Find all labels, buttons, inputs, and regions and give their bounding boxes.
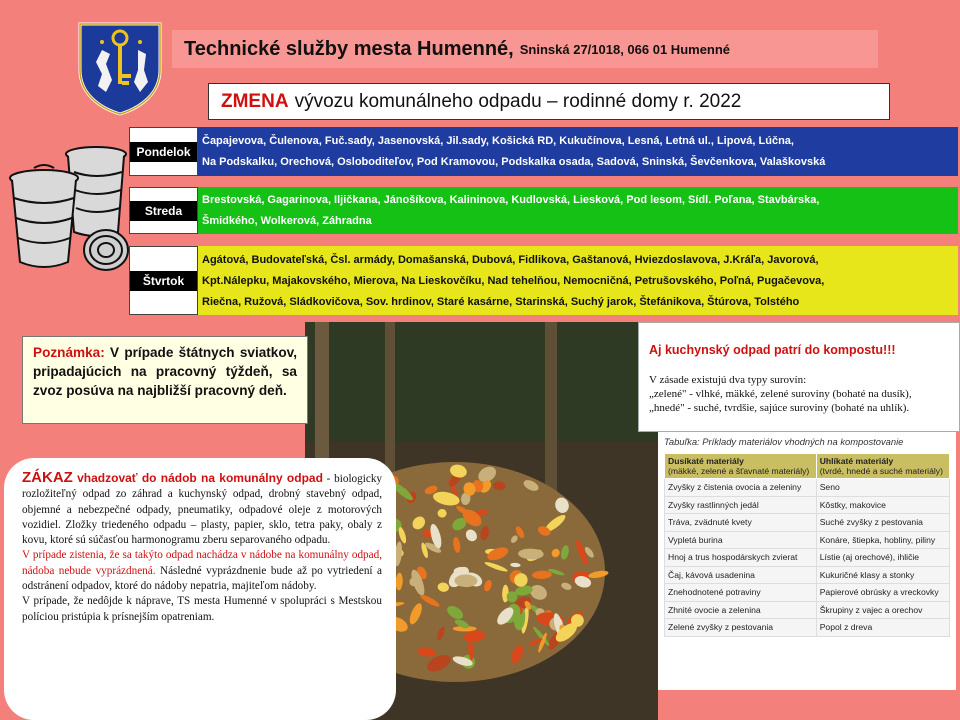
street-line: Riečna, Ružová, Sládkovičova, Sov. hrdinov, Staré kasárne, Starinská, Suchý jarok, Štefánikova, Štúrova, Tolstého	[202, 295, 800, 308]
schedule-row-monday	[129, 127, 958, 176]
carbon-material-cell: Konáre, štiepka, hobliny, piliny	[816, 531, 949, 549]
nitrogen-material-cell: Hnoj a trus hospodárskych zvierat	[665, 549, 817, 567]
ban-dash: -	[326, 473, 331, 485]
street-line: Šmidkého, Wolkerová, Záhradna	[202, 214, 372, 227]
compost-line: „hnedé" - suché, tvrdšie, sajúce suroviny (bohaté na uhlík).	[649, 402, 910, 414]
street-line: Agátová, Budovateľská, Čsl. armády, Domašanská, Dubová, Fidlikova, Gaštanová, Hviezdoslavova, J.Kráľa, Javorová,	[202, 253, 819, 266]
holiday-note	[22, 336, 308, 424]
nitrogen-material-cell: Zvyšky z čistenia ovocia a zeleniny	[665, 479, 817, 497]
schedule-streets	[198, 127, 958, 176]
ban-paragraph-2: Následné vyprázdnenie bude až po vytriedení a odstránení odpadov, ktoré do nádoby nepatria, majiteľom nádoby.	[22, 564, 382, 593]
prohibition-box	[4, 458, 396, 720]
nitrogen-material-cell: Zhnité ovocie a zelenina	[665, 601, 817, 619]
city-crest-icon	[76, 20, 164, 116]
compost-line: V zásade existujú dva typy surovín:	[649, 374, 807, 386]
carbon-material-cell: Papierové obrúsky a vreckovky	[816, 584, 949, 602]
note-label: Poznámka:	[33, 345, 105, 360]
nitrogen-material-cell: Vypletá burina	[665, 531, 817, 549]
ban-paragraph-1: biologicky rozložiteľný odpad zo záhrad a kuchynský odpad, drobný stavebný odpad, objemné a nebezpečné odpady, pneumatiky, odpadové oleje z motorových vozidiel. Zložky triedeného odpadu – plasty, papier, sklo, tetra paky, obaly z kovu, ktoré sú súčasťou harmonogramu zberu separovaného odpadu.	[22, 473, 383, 547]
ban-paragraph-3: V prípade, že nedôjde k náprave, TS mesta Humenné v spolupráci s Mestskou políciou pristúpia k prísnejším opatreniam.	[22, 595, 382, 623]
page-title	[208, 83, 890, 120]
carbon-material-cell: Popol z dreva	[816, 619, 949, 637]
carbon-material-cell: Kôstky, makovice	[816, 496, 949, 514]
nitrogen-material-cell: Čaj, kávová usadenina	[665, 566, 817, 584]
table-row	[665, 601, 950, 619]
materials-table-panel	[658, 432, 956, 690]
street-line: Čapajevova, Čulenova, Fuč.sady, Jasenovská, Jil.sady, Košická RD, Kukučínova, Lesná, Letná ul., Lipová, Lúčna,	[202, 134, 794, 147]
table-row	[665, 496, 950, 514]
carbon-material-cell: Kukuričné klasy a stonky	[816, 566, 949, 584]
table-row	[665, 514, 950, 532]
table-row	[665, 479, 950, 497]
header-bar	[172, 30, 878, 68]
schedule-day: Streda	[129, 187, 198, 234]
compost-heading: Aj kuchynský odpad patrí do kompostu!!!	[649, 343, 896, 357]
table-row	[665, 584, 950, 602]
nitrogen-material-cell: Znehodnotené potraviny	[665, 584, 817, 602]
carbon-material-cell: Škrupiny z vajec a orechov	[816, 601, 949, 619]
street-line: Brestovská, Gagarinova, Iljičkana, Jánošíkova, Kalininova, Kudlovská, Liesková, Pod lesom, Sídl. Poľana, Stavbárska,	[202, 194, 820, 207]
carbon-material-cell: Seno	[816, 479, 949, 497]
table-row	[665, 531, 950, 549]
organization-title: Technické služby mesta Humenné,	[184, 37, 514, 60]
table-row	[665, 619, 950, 637]
table-row	[665, 549, 950, 567]
schedule-row-wednesday	[129, 187, 958, 234]
street-line: Kpt.Nálepku, Majakovského, Mierova, Na Lieskovčíku, Nad tehelňou, Nemocničná, Petrušovského, Poľná, Pugačevova,	[202, 274, 825, 287]
schedule-streets	[198, 187, 958, 234]
carbon-material-cell: Suché zvyšky z pestovania	[816, 514, 949, 532]
schedule-day: Pondelok	[129, 127, 198, 176]
ban-heading: ZÁKAZ vhadzovať do nádob na komunálny odpad	[22, 469, 323, 486]
schedule-row-thursday	[129, 246, 958, 315]
trash-bins-icon	[4, 140, 132, 275]
materials-caption: Tabuľka: Príklady materiálov vhodných na kompostovanie	[664, 436, 904, 447]
carbon-material-cell: Lístie (aj orechové), ihličie	[816, 549, 949, 567]
nitrogen-material-cell: Tráva, zvädnuté kvety	[665, 514, 817, 532]
street-line: Na Podskalku, Orechová, Osloboditeľov, Pod Kramovou, Podskalka osada, Sadová, Sninská, Ševčenkova, Valaškovská	[202, 156, 826, 169]
materials-table	[664, 453, 950, 637]
title-text: vývozu komunálneho odpadu – rodinné domy r. 2022	[294, 90, 742, 112]
table-row	[665, 566, 950, 584]
title-highlight: ZMENA	[221, 90, 289, 112]
nitrogen-material-cell: Zvyšky rastlinných jedál	[665, 496, 817, 514]
col-nitrogen-header: Dusíkaté materiály (mäkké, zelené a šťavnaté materiály)	[665, 454, 817, 479]
compost-info-box	[638, 322, 960, 432]
nitrogen-material-cell: Zelené zvyšky z pestovania	[665, 619, 817, 637]
schedule-streets	[198, 246, 958, 315]
schedule-day: Štvrtok	[129, 246, 198, 315]
organization-address: Sninská 27/1018, 066 01 Humenné	[519, 41, 731, 57]
ban-warning: V prípade zistenia, že sa takýto odpad nachádza v nádobe na komunálny odpad, nádoba nebude vyprázdnená.	[22, 549, 382, 577]
note-text: V prípade štátnych sviatkov, pripadajúcich na pracovný týždeň, sa zvoz posúva na najbližší pracovný deň.	[33, 345, 297, 398]
compost-line: „zelené" - vlhké, mäkké, zelené suroviny (bohaté na dusík),	[649, 388, 912, 400]
col-carbon-header: Uhlíkaté materiály (tvrdé, hnedé a suché materiály)	[816, 454, 949, 479]
